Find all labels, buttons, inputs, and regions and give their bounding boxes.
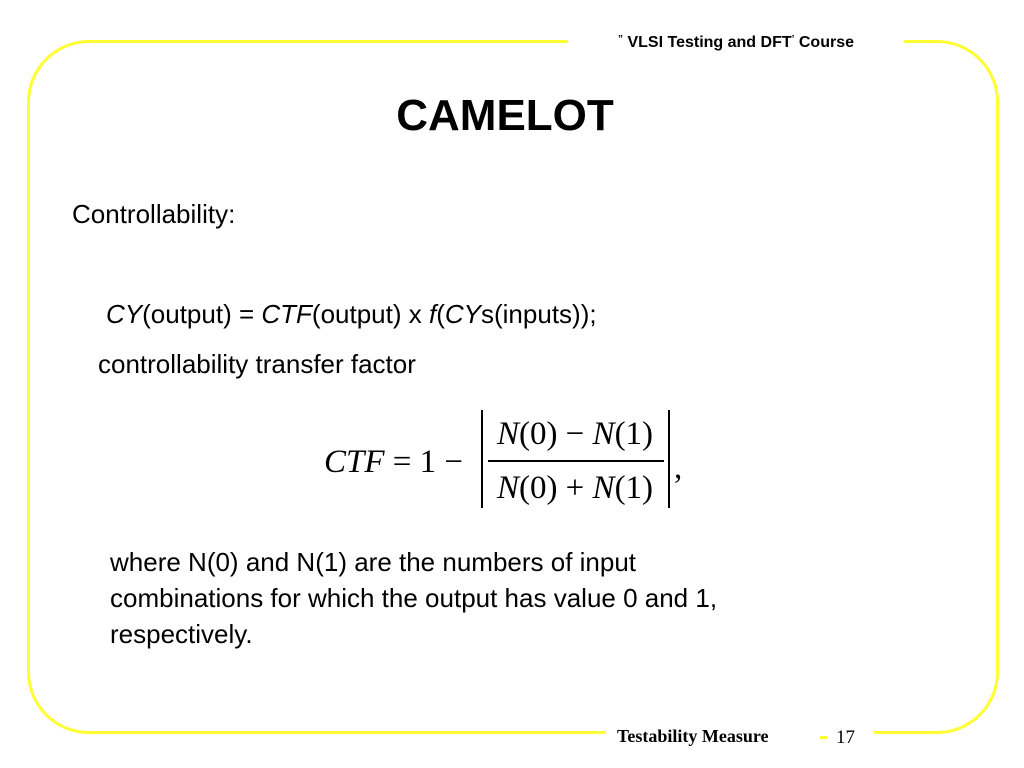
formula-cy: CY xyxy=(106,299,143,329)
den-mid: (0) + xyxy=(518,470,593,506)
den-n1: N xyxy=(496,470,519,506)
slide-title: CAMELOT xyxy=(396,91,614,140)
num-n1: N xyxy=(496,416,519,452)
explanation-line-2: combinations for which the output has value 0 and 1, xyxy=(110,583,718,613)
course-name: VLSI Testing and DFT xyxy=(627,34,792,51)
explanation-text xyxy=(110,544,930,652)
formula-ctf: CTF xyxy=(261,299,312,329)
num-n2: N xyxy=(592,416,615,452)
formula-part2: (output) x xyxy=(311,299,429,329)
eq-lhs-rest: = 1 − xyxy=(384,444,464,480)
fraction-line xyxy=(488,460,664,462)
footer-dash xyxy=(820,736,827,739)
formula-cy2: CY xyxy=(444,299,481,329)
footer-section-title: Testability Measure xyxy=(617,726,769,746)
explanation-line-3: respectively. xyxy=(110,619,253,649)
num-mid: (0) − xyxy=(518,416,593,452)
equation-denominator xyxy=(484,468,666,508)
eq-lhs-var: CTF xyxy=(324,444,385,480)
abs-bar-left xyxy=(481,410,483,508)
den-n2: N xyxy=(592,470,615,506)
abs-bar-right xyxy=(668,410,670,508)
formula-part1: (output) = xyxy=(142,299,262,329)
course-suffix: Course xyxy=(798,34,854,51)
transfer-factor-text: controllability transfer factor xyxy=(98,349,416,379)
course-header xyxy=(568,28,904,52)
equation-numerator xyxy=(484,414,666,454)
course-quote-open: ” xyxy=(618,34,624,45)
cy-formula xyxy=(106,296,597,332)
controllability-label: Controllability: xyxy=(72,199,236,229)
num-end: (1) xyxy=(614,416,654,452)
den-end: (1) xyxy=(614,470,654,506)
ctf-equation xyxy=(318,408,718,510)
equation-comma: , xyxy=(674,450,683,486)
formula-part3: ( xyxy=(436,299,445,329)
equation-lhs xyxy=(324,442,463,482)
formula-part4: s(inputs)); xyxy=(481,299,597,329)
explanation-line-1: where N(0) and N(1) are the numbers of input xyxy=(110,547,637,577)
page-number: 17 xyxy=(836,727,855,748)
course-quote-close: ’ xyxy=(791,34,795,45)
formula-f: f xyxy=(428,299,437,329)
